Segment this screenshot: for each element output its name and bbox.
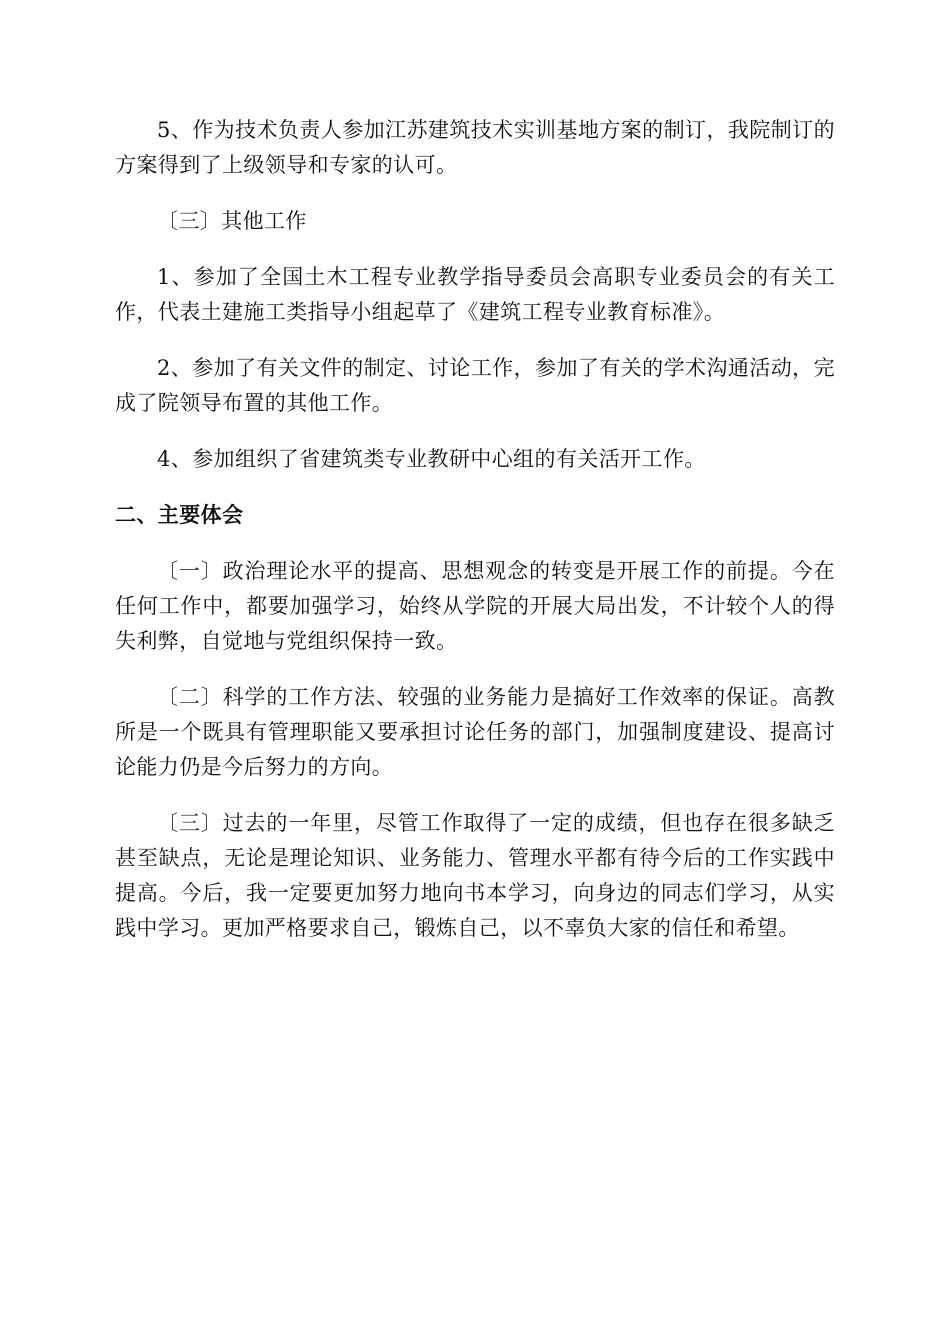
paragraph-item-1: 1、参加了全国土木工程专业教学指导委员会高职专业委员会的有关工作，代表土建施工类指导小组起草了《建筑工程专业教育标准》。 xyxy=(115,265,835,324)
paragraph-item-4: 4、参加组织了省建筑类专业教研中心组的有关活开工作。 xyxy=(157,447,706,471)
document-page xyxy=(115,113,835,967)
section-heading: 二、主要体会 xyxy=(115,503,244,527)
paragraph-item-5: 5、作为技术负责人参加江苏建筑技术实训基地方案的制订，我院制订的方案得到了上级领导和专家的认可。 xyxy=(115,118,835,177)
experience-paragraph-1: 〔一〕政治理论水平的提高、思想观念的转变是开展工作的前提。今在任何工作中，都要加强学习，始终从学院的开展大局出发，不计较个人的得失利弊，自觉地与党组织保持一致。 xyxy=(115,559,835,653)
subsection-other-work: 〔三〕其他工作 xyxy=(157,209,307,233)
experience-paragraph-2: 〔二〕科学的工作方法、较强的业务能力是搞好工作效率的保证。高教所是一个既具有管理职能又要承担讨论任务的部门，加强制度建设、提高讨论能力仍是今后努力的方向。 xyxy=(115,685,835,779)
experience-paragraph-3: 〔三〕过去的一年里，尽管工作取得了一定的成绩，但也存在很多缺乏甚至缺点，无论是理论知识、业务能力、管理水平都有待今后的工作实践中提高。今后，我一定要更加努力地向书本学习，向身边的同志们学习，从实践中学习。更加严格要求自己，锻炼自己，以不辜负大家的信任和希望。 xyxy=(115,811,835,940)
paragraph-item-2: 2、参加了有关文件的制定、讨论工作，参加了有关的学术沟通活动，完成了院领导布置的其他工作。 xyxy=(115,356,835,415)
